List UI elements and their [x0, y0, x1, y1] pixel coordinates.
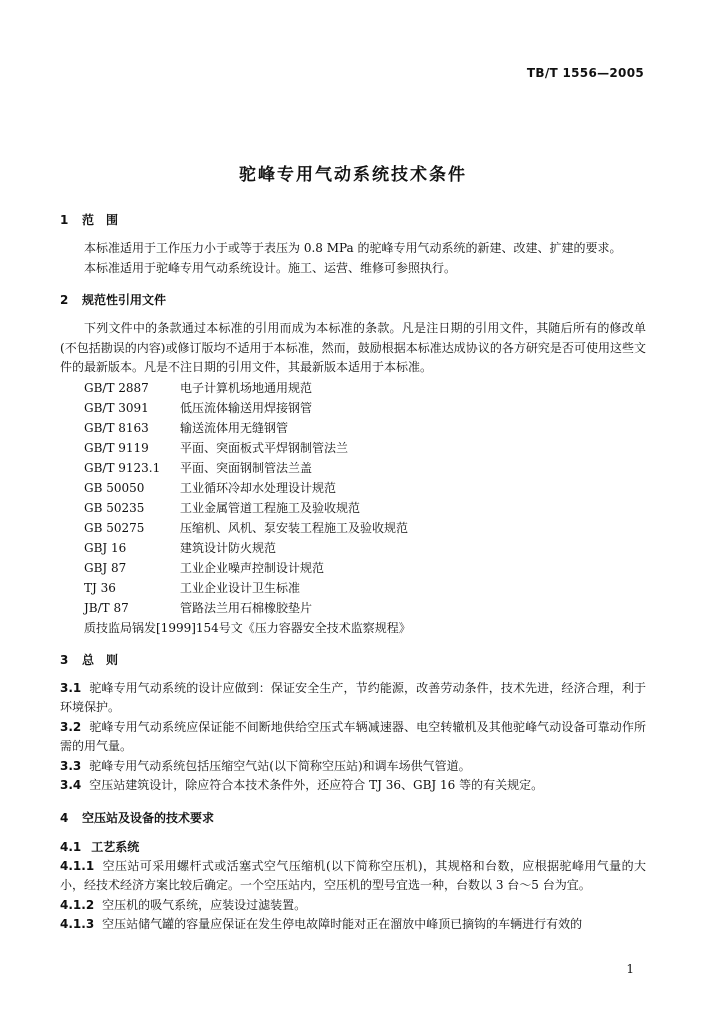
clause-4-1-1: 4.1.1 空压站可采用螺杆式或活塞式空气压缩机(以下简称空压机)，其规格和台数，应根据驼峰用气量的大小，经技术经济方案比较后确定。一个空压站内，空压机的型号宜选一种，台数以 3 台～5 台为宜。: [60, 858, 646, 892]
references-intro-paragraph: 下列文件中的条款通过本标准的引用而成为本标准的条款。凡是注日期的引用文件，其随后所有的修改单(不包括勘误的内容)或修订版均不适用于本标准，然而，鼓励根据本标准达成协议的各方研究是否可使用这些文件的最新版本。凡是不注日期的引用文件，其最新版本适用于本标准。: [60, 321, 646, 374]
reference-item: GBJ 87 工业企业噪声控制设计规范: [84, 560, 325, 575]
subsection-heading-process-system: 4.1 工艺系统: [60, 839, 140, 854]
section-heading-scope: 1 范 围: [60, 213, 119, 227]
section-heading-normative-references: 2 规范性引用文件: [60, 293, 167, 307]
reference-item: GB/T 3091 低压流体输送用焊接钢管: [84, 400, 313, 415]
page-number: 1: [626, 962, 634, 976]
reference-item: GB 50235 工业金属管道工程施工及验收规范: [84, 500, 361, 515]
reference-item: GB 50050 工业循环冷却水处理设计规范: [84, 480, 337, 495]
reference-item: JB/T 87 管路法兰用石棉橡胶垫片: [84, 600, 313, 615]
clause-3-4: 3.4 空压站建筑设计，除应符合本技术条件外，还应符合 TJ 36、GBJ 16 等的有关规定。: [60, 778, 544, 792]
reference-item: GB/T 2887 电子计算机场地通用规范: [84, 380, 313, 395]
document-title: 驼峰专用气动系统技术条件: [239, 165, 467, 185]
scope-paragraph-1: 本标准适用于工作压力小于或等于表压为 0.8 MPa 的驼峰专用气动系统的新建、改建、扩建的要求。: [84, 241, 622, 255]
clause-4-1-3: 4.1.3 空压站储气罐的容量应保证在发生停电故障时能对正在溜放中峰顶已摘钩的车辆进行有效的: [60, 917, 583, 931]
clause-3-3: 3.3 驼峰专用气动系统包括压缩空气站(以下简称空压站)和调车场供气管道。: [60, 758, 471, 773]
reference-item: GBJ 16 建筑设计防火规范: [84, 540, 277, 555]
reference-item: TJ 36 工业企业设计卫生标准: [84, 580, 301, 595]
clause-3-2: 3.2 驼峰专用气动系统应保证能不间断地供给空压式车辆减速器、电空转辙机及其他驼峰气动设备可靠动作所需的用气量。: [60, 719, 646, 753]
reference-item: GB 50275 压缩机、风机、泵安装工程施工及验收规范: [84, 520, 409, 535]
document-body: [60, 210, 646, 935]
clause-3-1: 3.1 驼峰专用气动系统的设计应做到：保证安全生产，节约能源，改善劳动条件，技术先进，经济合理，利于环境保护。: [60, 680, 646, 714]
section-heading-general: 3 总 则: [60, 652, 119, 667]
reference-list: [60, 378, 646, 638]
clause-4-1-2: 4.1.2 空压机的吸气系统，应装设过滤装置。: [60, 897, 307, 912]
scope-paragraph-2: 本标准适用于驼峰专用气动系统设计。施工、运营、维修可参照执行。: [84, 260, 457, 275]
reference-item: 质技监局锅发[1999]154号文《压力容器安全技术监察规程》: [84, 620, 411, 635]
section-heading-technical-requirements: 4 空压站及设备的技术要求: [60, 810, 215, 825]
reference-item: GB/T 9123.1 平面、突面钢制管法兰盖: [84, 460, 313, 475]
reference-item: GB/T 8163 输送流体用无缝钢管: [84, 420, 289, 435]
reference-item: GB/T 9119 平面、突面板式平焊钢制管法兰: [84, 440, 349, 455]
standard-code: TB/T 1556—2005: [526, 66, 644, 80]
